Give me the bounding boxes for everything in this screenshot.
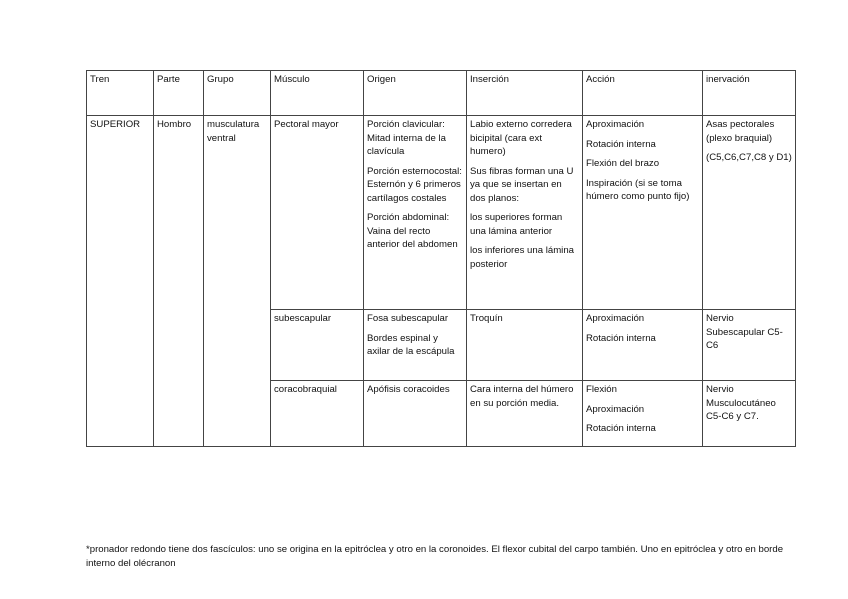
header-insercion: Inserción [467, 71, 583, 116]
cell-inervacion [703, 116, 796, 310]
origen-item: Fosa subescapular [367, 313, 449, 324]
cell-insercion [467, 310, 583, 381]
header-grupo: Grupo [204, 71, 271, 116]
header-inervacion: inervación [703, 71, 796, 116]
cell-grupo [204, 116, 271, 447]
cell-origen [364, 381, 467, 447]
cell-insercion [467, 116, 583, 310]
tren-value: SUPERIOR [90, 119, 141, 130]
muscle-table [86, 70, 796, 447]
inervacion-item: Nervio Subescapular C5-C6 [706, 313, 783, 351]
origen-item: Porción esternocostal: Esternón y 6 primeros cartílagos costales [367, 165, 462, 204]
accion-item: Aproximación [586, 403, 645, 415]
header-origen: Origen [364, 71, 467, 116]
cell-inervacion [703, 381, 796, 447]
cell-origen [364, 116, 467, 310]
accion-item: Flexión [586, 384, 617, 395]
musculo-value: Pectoral mayor [274, 119, 339, 130]
musculo-value: coracobraquial [274, 384, 337, 395]
accion-item: Rotación interna [586, 332, 656, 344]
accion-item: Rotación interna [586, 423, 656, 434]
insercion-item: Labio externo corredera bicipital (cara ext humero) [470, 119, 572, 157]
accion-item: Flexión del brazo [586, 158, 660, 169]
insercion-item: Cara interna del húmero en su porción media. [470, 384, 574, 409]
origen-item: Bordes espinal y axilar de la escápula [367, 332, 455, 357]
accion-item: Rotación interna [586, 138, 656, 150]
cell-insercion [467, 381, 583, 447]
cell-musculo [271, 381, 364, 447]
grupo-value: musculatura ventral [207, 119, 260, 144]
cell-parte [154, 116, 204, 447]
insercion-item: los inferiores una lámina posterior [470, 245, 574, 270]
accion-item: Aproximación [586, 313, 645, 324]
insercion-item: Sus fibras forman una U ya que se insertan en dos planos: [470, 165, 574, 204]
inervacion-item: (C5,C6,C7,C8 y D1) [706, 152, 792, 163]
table-header-row [87, 71, 796, 116]
cell-musculo [271, 116, 364, 310]
musculo-value: subescapular [274, 313, 332, 324]
origen-item: Porción abdominal: Vaina del recto anterior del abdomen [367, 212, 458, 250]
origen-item: Porción clavicular: Mitad interna de la clavícula [367, 119, 446, 157]
table-row [87, 116, 796, 310]
insercion-item: Troquín [470, 313, 503, 324]
inervacion-item: Nervio Musculocutáneo C5-C6 y C7. [706, 384, 776, 422]
footnote: *pronador redondo tiene dos fascículos: uno se origina en la epitróclea y otro en la coronoides. El flexor cubital del carpo también. Uno en epitróclea y otro en borde interno del olécranon [86, 544, 784, 569]
cell-origen [364, 310, 467, 381]
cell-tren [87, 116, 154, 447]
inervacion-item: Asas pectorales (plexo braquial) [706, 119, 775, 144]
cell-accion [583, 381, 703, 447]
cell-accion [583, 310, 703, 381]
header-parte: Parte [154, 71, 204, 116]
insercion-item: los superiores forman una lámina anterior [470, 212, 563, 237]
origen-item: Apófisis coracoides [367, 384, 450, 395]
accion-item: Inspiración (si se toma húmero como punto fijo) [586, 177, 690, 202]
parte-value: Hombro [157, 119, 192, 130]
header-tren: Tren [87, 71, 154, 116]
header-accion: Acción [583, 71, 703, 116]
cell-musculo [271, 310, 364, 381]
cell-accion [583, 116, 703, 310]
cell-inervacion [703, 310, 796, 381]
accion-item: Aproximación [586, 119, 645, 130]
header-musculo: Músculo [271, 71, 364, 116]
